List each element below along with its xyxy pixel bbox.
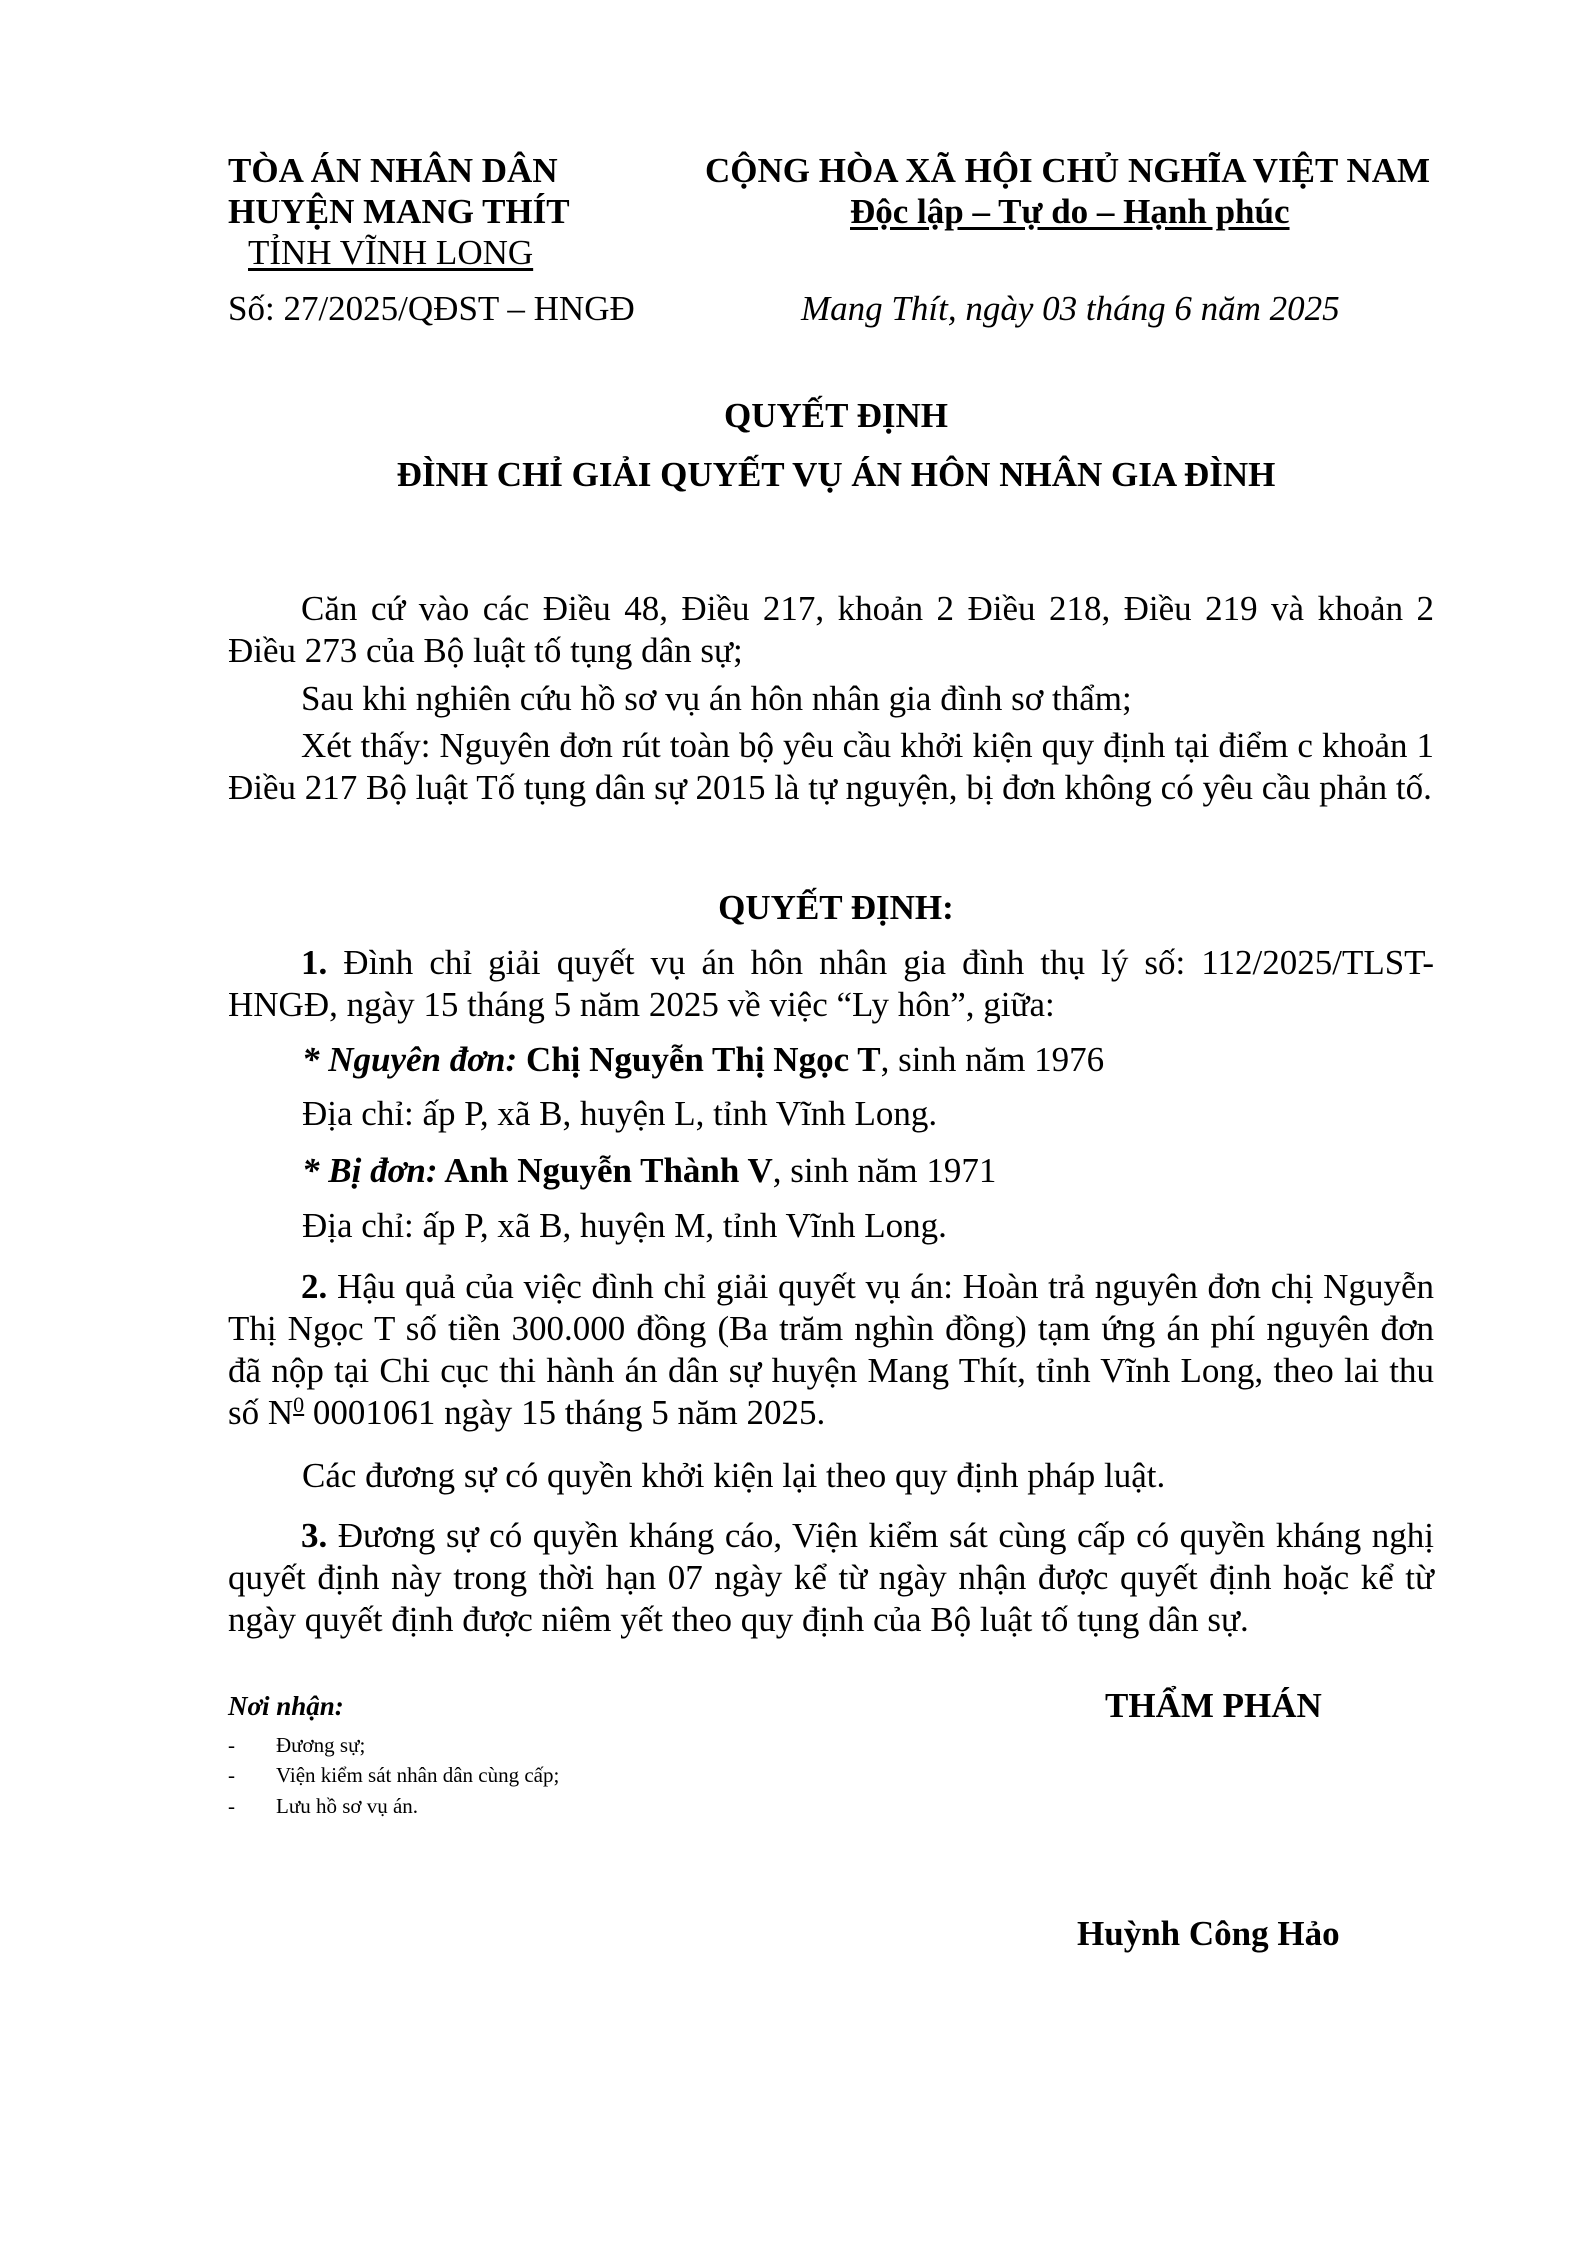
document-title: QUYẾT ĐỊNH bbox=[724, 396, 948, 435]
recipient-item: - Lưu hồ sơ vụ án. bbox=[228, 1794, 419, 1818]
decision-heading: QUYẾT ĐỊNH: bbox=[718, 888, 954, 927]
plaintiff-name: Chị Nguyễn Thị Ngọc T bbox=[517, 1040, 881, 1079]
preamble-review: Sau khi nghiên cứu hồ sơ vụ án hôn nhân gia đình sơ thẩm; bbox=[301, 679, 1132, 718]
decision-item-2-note: Các đương sự có quyền khởi kiện lại theo quy định pháp luật. bbox=[302, 1456, 1166, 1495]
item-text: Hậu quả của việc đình chỉ giải quyết vụ án: Hoàn trả nguyên đơn chị Nguyễn Thị Ngọc T số tiền 300.000 đồng (Ba trăm nghìn đồng) tạm ứng án phí nguyên đơn đã nộp tại Chi cục thi hành án dân sự huyện Mang Thít, tỉnh Vĩnh Long, theo lai thu số N bbox=[228, 1267, 1434, 1432]
item-number: 3. bbox=[301, 1516, 328, 1555]
plaintiff-line bbox=[302, 1039, 1104, 1081]
number-sign-superscript: 0 bbox=[293, 1392, 305, 1417]
court-province: TỈNH VĨNH LONG bbox=[248, 233, 534, 272]
national-title: CỘNG HÒA XÃ HỘI CHỦ NGHĨA VIỆT NAM bbox=[705, 151, 1431, 190]
recipient-item: - Đương sự; bbox=[228, 1733, 366, 1757]
defendant-line bbox=[302, 1150, 996, 1192]
defendant-address: Địa chỉ: ấp P, xã B, huyện M, tỉnh Vĩnh Long. bbox=[302, 1206, 947, 1245]
preamble-consideration: Xét thấy: Nguyên đơn rút toàn bộ yêu cầu khởi kiện quy định tại điểm c khoản 1 Điều 217 Bộ luật Tố tụng dân sự 2015 là tự nguyện, bị đơn không có yêu cầu phản tố. bbox=[228, 726, 1434, 807]
item-text-end: 0001061 ngày 15 tháng 5 năm 2025. bbox=[304, 1393, 826, 1432]
item-number: 2. bbox=[301, 1267, 328, 1306]
plaintiff-birth: , sinh năm 1976 bbox=[880, 1040, 1105, 1079]
item-text: Đương sự có quyền kháng cáo, Viện kiểm sát cùng cấp có quyền kháng nghị quyết định này trong thời hạn 07 ngày kể từ ngày nhận được quyết định hoặc kể từ ngày quyết định được niêm yết theo quy định của Bộ luật tố tụng dân sự. bbox=[228, 1516, 1434, 1639]
defendant-name: Anh Nguyễn Thành V bbox=[437, 1151, 773, 1190]
decision-item-3 bbox=[228, 1515, 1434, 1641]
item-number: 1. bbox=[301, 943, 328, 982]
recipient-item: - Viện kiểm sát nhân dân cùng cấp; bbox=[228, 1763, 560, 1787]
court-name-line2: HUYỆN MANG THÍT bbox=[228, 192, 570, 231]
court-name-line1: TÒA ÁN NHÂN DÂN bbox=[228, 151, 558, 190]
decision-item-2 bbox=[228, 1266, 1434, 1438]
item-text: Đình chỉ giải quyết vụ án hôn nhân gia đình thụ lý số: 112/2025/TLST-HNGĐ, ngày 15 tháng 5 năm 2025 về việc “Ly hôn”, giữa: bbox=[228, 943, 1434, 1024]
signature-title: THẨM PHÁN bbox=[1105, 1686, 1322, 1725]
decision-item-1 bbox=[228, 942, 1434, 1026]
signature-name: Huỳnh Công Hảo bbox=[1077, 1914, 1340, 1953]
preamble-legal-basis: Căn cứ vào các Điều 48, Điều 217, khoản 2 Điều 218, Điều 219 và khoản 2 Điều 273 của Bộ luật tố tụng dân sự; bbox=[228, 589, 1434, 670]
place-date: Mang Thít, ngày 03 tháng 6 năm 2025 bbox=[801, 289, 1340, 328]
plaintiff-address: Địa chỉ: ấp P, xã B, huyện L, tỉnh Vĩnh Long. bbox=[302, 1094, 938, 1133]
plaintiff-label: * Nguyên đơn: bbox=[302, 1040, 518, 1079]
recipients-title: Nơi nhận: bbox=[228, 1691, 344, 1721]
document-subtitle: ĐÌNH CHỈ GIẢI QUYẾT VỤ ÁN HÔN NHÂN GIA ĐÌNH bbox=[396, 455, 1276, 494]
defendant-label: * Bị đơn: bbox=[302, 1151, 438, 1190]
national-motto: Độc lập – Tự do – Hạnh phúc bbox=[850, 192, 1290, 231]
document-number: Số: 27/2025/QĐST – HNGĐ bbox=[228, 289, 635, 328]
defendant-birth: , sinh năm 1971 bbox=[772, 1151, 997, 1190]
